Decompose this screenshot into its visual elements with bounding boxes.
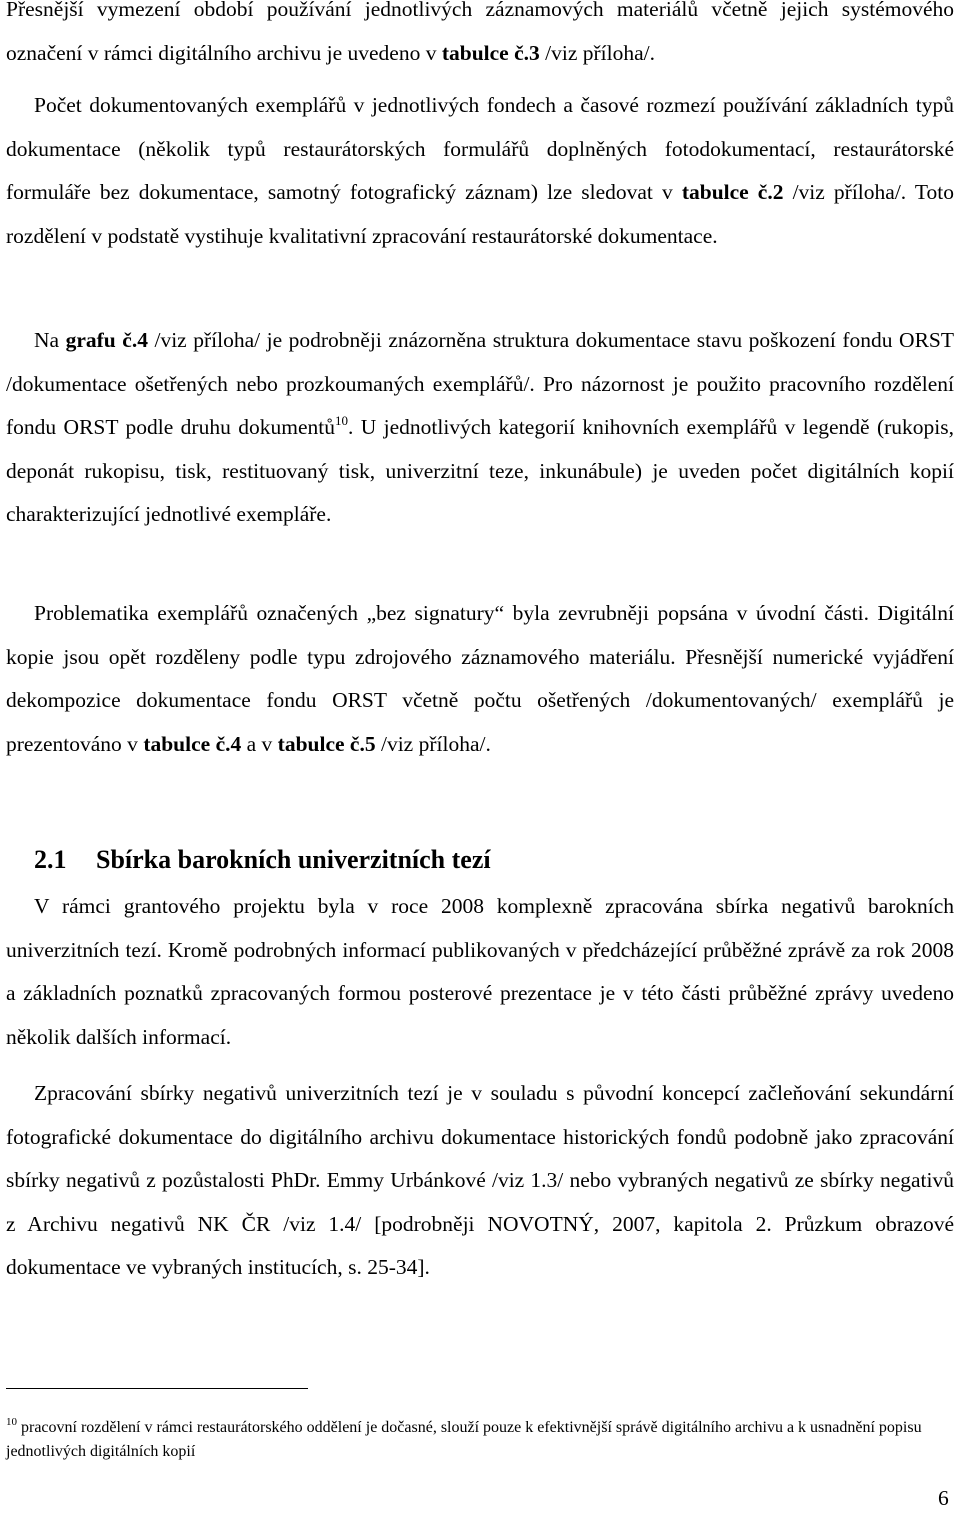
text-run: /viz příloha/.: [375, 731, 491, 756]
footnote-marker: 10: [334, 413, 348, 429]
text-run: a v: [241, 731, 278, 756]
paragraph-3: [6, 319, 954, 537]
text-run: /viz příloha/.: [539, 40, 656, 65]
table-reference: tabulce č.2: [681, 180, 784, 205]
paragraph-1: [6, 0, 954, 75]
text-run: Na: [34, 328, 66, 352]
paragraph-5: V rámci grantového projektu byla v roce 2008 komplexně zpracována sbírka negativů barokních univerzitních tezí. Kromě podrobných informací publikovaných v předcházející průběžné zprávě za rok 2008 a základních poznatků zpracovaných formou posterové prezentace je v této části průběžné zprávy uvedeno několik dalších informací.: [6, 894, 954, 1049]
text-run: Přesnější vymezení období používání jednotlivých záznamových materiálů včetně jejich systémového označení v rámci digitálního archivu je uvedeno v: [6, 0, 954, 65]
footnote-number: 10: [6, 1416, 17, 1428]
table-reference: tabulce č.5: [277, 731, 376, 756]
text-run: /viz příloha/. Toto rozdělení v podstatě vystihuje kvalitativní zpracování restaurátorské dokumentace.: [6, 180, 954, 248]
graph-reference: grafu č.4: [65, 328, 148, 352]
text-run: Problematika exemplářů označených „bez signatury“ byla zevrubněji popsána v úvodní části. Digitální kopie jsou opět rozděleny podle typu zdrojového záznamového materiálu. Přesnější numerické vyjádření dekompozice dokumentace fondu ORST včetně počtu ošetřených /dokumentovaných/ exemplářů je prezentováno v: [6, 601, 954, 756]
paragraph-2: [6, 84, 954, 258]
footnote-text: pracovní rozdělení v rámci restaurátorského oddělení je dočasné, slouží pouze k efektivnější správě digitálního archivu a k usnadnění popisu jednotlivých digitálních kopií: [6, 1419, 922, 1460]
table-reference: tabulce č.3: [441, 40, 540, 65]
text-run: . U jednotlivých kategorií knihovních exemplářů v legendě (rukopis, deponát rukopisu, tisk, restituovaný tisk, univerzitní teze, inkunábule) je uveden počet digitálních kopií charakterizující jednotlivé exempláře.: [6, 415, 954, 527]
paragraph-6: Zpracování sbírky negativů univerzitních tezí je v souladu s původní koncepcí začleňování sekundární fotografické dokumentace do digitálního archivu dokumentace historických fondů podobně jako zpracování sbírky negativů z pozůstalosti PhDr. Emmy Urbánkové /viz 1.3/ nebo vybraných negativů ze sbírky negativů z Archivu negativů NK ČR /viz 1.4/ [podrobněji NOVOTNÝ, 2007, kapitola 2. Průzkum obrazové dokumentace ve vybraných institucích, s. 25-34].: [6, 1081, 954, 1280]
footnote: [6, 1416, 954, 1464]
table-reference: tabulce č.4: [143, 731, 242, 756]
text-run: /viz příloha/ je podrobněji znázorněna struktura dokumentace stavu poškození fondu ORST /dokumentace ošetřených nebo prozkoumaných exemplářů/. Pro názornost je použito pracovního rozdělení fondu ORST podle druhu dokumentů: [6, 328, 955, 440]
text-run: Počet dokumentovaných exemplářů v jednotlivých fondech a časové rozmezí používání základních typů dokumentace (několik typů restaurátorských formulářů doplněných fotodokumentací, restaurátorské formuláře bez dokumentace, samotný fotografický záznam) lze sledovat v: [6, 93, 954, 205]
page-number: 6: [938, 1486, 949, 1510]
section-heading: [34, 838, 491, 882]
paragraph-4: [6, 592, 954, 766]
footnote-separator: [6, 1388, 308, 1389]
section-title: Sbírka barokních univerzitních tezí: [96, 845, 491, 874]
section-number: 2.1: [34, 845, 67, 874]
